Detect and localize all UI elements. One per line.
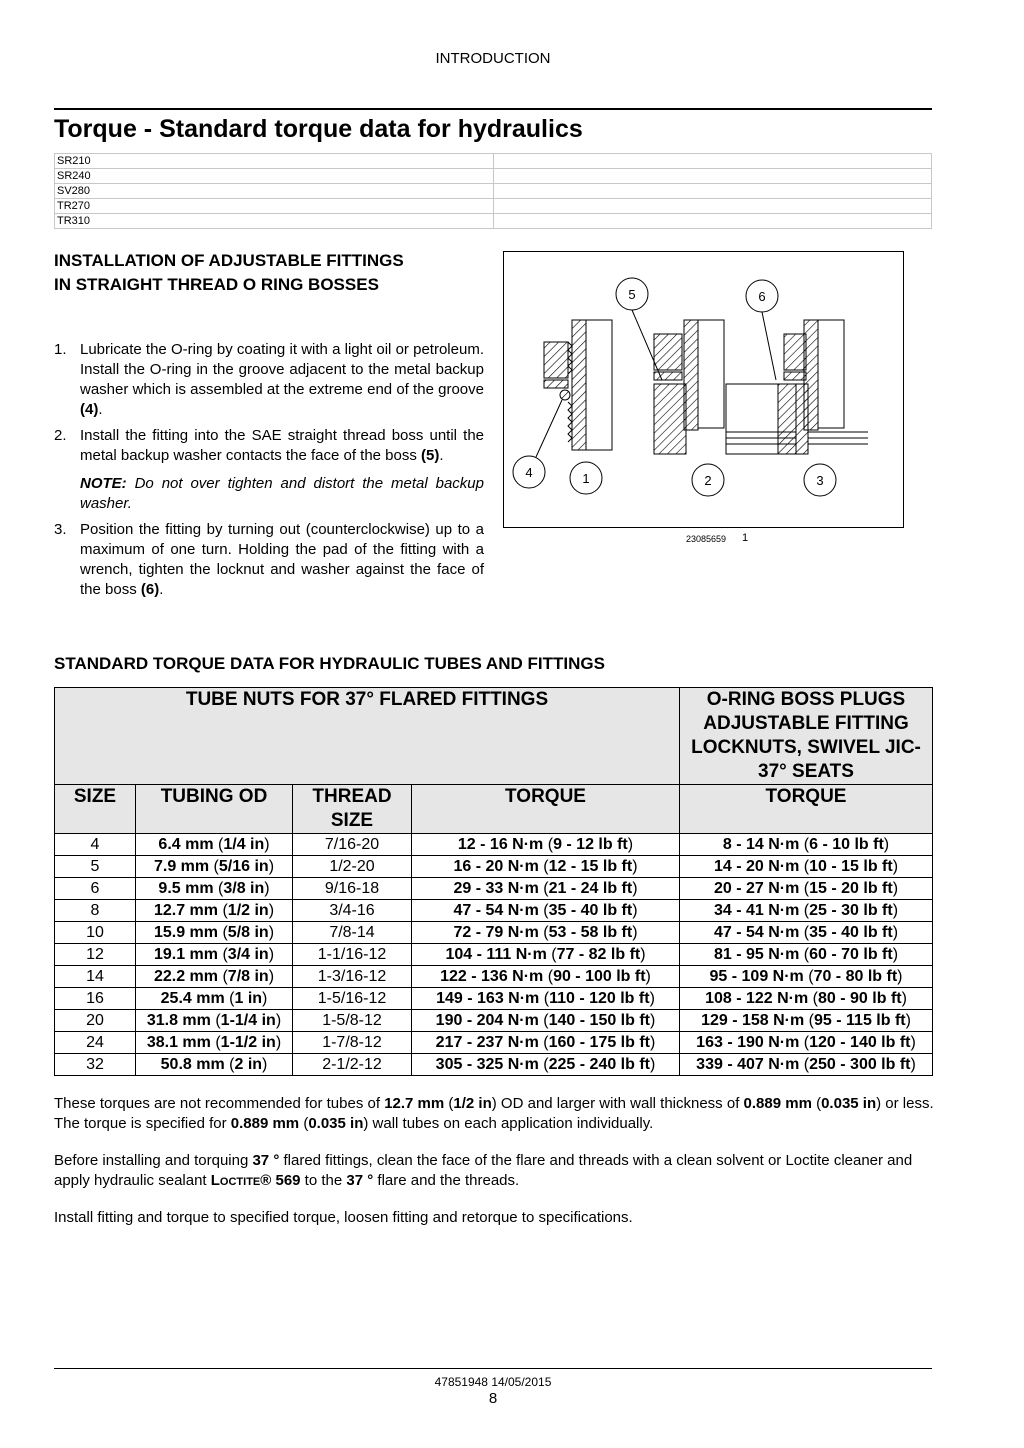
value: 0.889 mm [230,1115,300,1132]
torque-nm: 149 - 163 N·m [436,990,540,1007]
model-cell-empty [493,199,932,214]
callout-2 [692,464,724,496]
cell-tubing-od: 31.8 mm (1-1/4 in) [136,1010,293,1032]
cell-thread: 1-5/16-12 [293,988,412,1010]
value: 37 ° [252,1152,280,1169]
torque-table-body [55,834,933,1076]
col-header-size: SIZE [55,785,136,834]
callout-1 [570,462,602,494]
od-mm: 19.1 mm [153,946,219,963]
cell-torque-flared: 305 - 325 N·m (225 - 240 lb ft) [412,1054,680,1076]
cell-tubing-od: 12.7 mm (1/2 in) [136,900,293,922]
group-header-tube-nuts: TUBE NUTS FOR 37° FLARED FITTINGS [55,688,680,785]
punct: . [439,447,444,464]
step-number: 1. [54,341,67,358]
torque-lbft: 35 - 40 lb ft [548,902,633,919]
torque-lbft: 53 - 58 lb ft [548,924,633,941]
torque-nm: 305 - 325 N·m [435,1056,539,1073]
text: These torques are not recommended for tubes of [54,1095,385,1112]
value: 0.889 mm [743,1095,812,1112]
callout-4 [513,456,545,488]
torque-lbft: 15 - 20 lb ft [809,880,893,897]
torque-nm: 12 - 16 N·m [457,836,544,853]
installation-steps [54,340,484,606]
figure-number: 1 [742,532,749,544]
od-in: 1/2 in [227,902,269,919]
torque-lbft: 21 - 24 lb ft [548,880,633,897]
text: ) wall tubes on each application individually. [363,1115,654,1132]
fitting-2-drawing [654,320,796,454]
cell-torque-oring: 14 - 20 N·m (10 - 15 lb ft) [680,856,933,878]
model-row [55,184,932,199]
callout-label: 2 [704,473,712,488]
cell-torque-flared: 47 - 54 N·m (35 - 40 lb ft) [412,900,680,922]
col-header-thread-size: THREAD SIZE [293,785,412,834]
header-rule [54,108,932,110]
cell-size: 5 [55,856,136,878]
cell-size: 8 [55,900,136,922]
page-number: 8 [488,1390,498,1407]
cell-size: 6 [55,878,136,900]
callout-label: 6 [758,289,766,304]
table-row [55,966,933,988]
cell-thread: 1/2-20 [293,856,412,878]
text: ( [444,1095,454,1112]
product-name: Loctite® 569 [210,1172,301,1189]
column-header-row [55,785,933,834]
od-mm: 38.1 mm [146,1034,211,1051]
cell-torque-oring: 129 - 158 N·m (95 - 115 lb ft) [680,1010,933,1032]
torque-lbft: 25 - 30 lb ft [809,902,893,919]
torque-nm: 129 - 158 N·m [701,1012,805,1029]
step-text: Position the fitting by turning out (counterclockwise) up to a maximum of one turn. Holding the pad of the fitting with a wrench, tighten the locknut and washer against the face of the boss [80,521,484,598]
torque-lbft: 70 - 80 lb ft [813,968,898,985]
cell-tubing-od: 50.8 mm (2 in) [136,1054,293,1076]
torque-lbft: 95 - 115 lb ft [814,1012,906,1029]
step-1 [54,340,484,420]
cell-thread: 9/16-18 [293,878,412,900]
cell-thread: 1-3/16-12 [293,966,412,988]
col-header-tubing-od: TUBING OD [136,785,293,834]
figure-id: 23085659 [686,534,727,544]
torque-nm: 122 - 136 N·m [440,968,544,985]
torque-nm: 14 - 20 N·m [713,858,800,875]
torque-nm: 108 - 122 N·m [705,990,809,1007]
torque-table [54,687,933,1076]
value: 1/2 in [453,1095,492,1112]
step-text: Install the fitting into the SAE straight thread boss until the metal backup washer contacts the face of the boss [80,427,484,464]
paragraph-retorque: Install fitting and torque to specified torque, loosen fitting and retorque to specifications. [54,1209,633,1226]
text: to the [300,1172,347,1189]
table-row [55,878,933,900]
od-in: 2 in [234,1056,263,1073]
od-in: 7/8 in [227,968,269,985]
note [80,474,484,514]
torque-lbft: 12 - 15 lb ft [548,858,633,875]
torque-lbft: 6 - 10 lb ft [809,836,884,853]
od-in: 1-1/2 in [220,1034,276,1051]
torque-nm: 104 - 111 N·m [445,946,547,963]
torque-nm: 34 - 41 N·m [713,902,800,919]
callout-3 [804,464,836,496]
callout-label: 5 [628,287,636,302]
od-mm: 25.4 mm [160,990,225,1007]
od-in: 3/4 in [227,946,269,963]
cell-torque-flared: 29 - 33 N·m (21 - 24 lb ft) [412,878,680,900]
cell-thread: 3/4-16 [293,900,412,922]
fitting-3-drawing [778,320,868,454]
text: Before installing and torquing [54,1152,253,1169]
model-row [55,199,932,214]
torque-lbft: 120 - 140 lb ft [809,1034,911,1051]
cell-size: 4 [55,834,136,856]
step-ref: (4) [80,401,99,418]
model-cell-empty [493,169,932,184]
model-cell: TR270 [55,199,494,214]
table-row [55,1010,933,1032]
torque-lbft: 90 - 100 lb ft [553,968,646,985]
cell-tubing-od: 7.9 mm (5/16 in) [136,856,293,878]
torque-lbft: 9 - 12 lb ft [553,836,628,853]
cell-torque-flared: 149 - 163 N·m (110 - 120 lb ft) [412,988,680,1010]
torque-nm: 339 - 407 N·m [696,1056,800,1073]
table-row [55,834,933,856]
cell-torque-oring: 47 - 54 N·m (35 - 40 lb ft) [680,922,933,944]
torque-lbft: 10 - 15 lb ft [809,858,893,875]
model-cell-empty [493,214,932,229]
value: 37 ° [346,1172,374,1189]
od-mm: 15.9 mm [153,924,219,941]
text: ( [811,1095,822,1112]
cell-torque-flared: 16 - 20 N·m (12 - 15 lb ft) [412,856,680,878]
step-ref: (5) [421,447,440,464]
cell-size: 16 [55,988,136,1010]
torque-nm: 81 - 95 N·m [713,946,800,963]
footer-doc-id: 47851948 14/05/2015 [434,1375,552,1389]
torque-nm: 20 - 27 N·m [713,880,800,897]
table-row [55,856,933,878]
torque-nm: 95 - 109 N·m [709,968,804,985]
cell-size: 12 [55,944,136,966]
cell-torque-flared: 72 - 79 N·m (53 - 58 lb ft) [412,922,680,944]
model-cell-empty [493,184,932,199]
step-2 [54,426,484,514]
cell-torque-flared: 217 - 237 N·m (160 - 175 lb ft) [412,1032,680,1054]
table-row [55,900,933,922]
group-header-row [55,688,933,785]
note-label: NOTE: [80,475,127,492]
torque-lbft: 250 - 300 lb ft [809,1056,911,1073]
cell-tubing-od: 6.4 mm (1/4 in) [136,834,293,856]
step-ref: (6) [140,581,160,598]
torque-nm: 72 - 79 N·m [453,924,539,941]
callout-label: 4 [525,465,533,480]
installation-heading-line2: IN STRAIGHT THREAD O RING BOSSES [54,275,379,294]
cell-torque-flared: 122 - 136 N·m (90 - 100 lb ft) [412,966,680,988]
step-number: 2. [54,427,67,444]
punct: . [98,401,103,418]
step-number: 3. [54,521,67,538]
col-header-torque: TORQUE [412,785,680,834]
cell-thread: 7/16-20 [293,834,412,856]
fitting-1-drawing [544,320,612,450]
table-row [55,988,933,1010]
model-row [55,169,932,184]
torque-lbft: 160 - 175 lb ft [548,1034,650,1051]
cell-size: 20 [55,1010,136,1032]
note-text: Do not over tighten and distort the metal backup washer. [80,475,484,512]
cell-tubing-od: 15.9 mm (5/8 in) [136,922,293,944]
cell-tubing-od: 22.2 mm (7/8 in) [136,966,293,988]
table-row [55,1032,933,1054]
cell-thread: 1-5/8-12 [293,1010,412,1032]
punct: . [159,581,164,598]
cell-size: 10 [55,922,136,944]
cell-tubing-od: 38.1 mm (1-1/2 in) [136,1032,293,1054]
od-mm: 50.8 mm [160,1056,225,1073]
cell-torque-oring: 163 - 190 N·m (120 - 140 lb ft) [680,1032,933,1054]
cell-torque-flared: 12 - 16 N·m (9 - 12 lb ft) [412,834,680,856]
cell-thread: 7/8-14 [293,922,412,944]
torque-lbft: 60 - 70 lb ft [809,946,893,963]
od-in: 1-1/4 in [220,1012,276,1029]
cell-tubing-od: 25.4 mm (1 in) [136,988,293,1010]
cell-torque-oring: 81 - 95 N·m (60 - 70 lb ft) [680,944,933,966]
model-row [55,214,932,229]
table-row [55,944,933,966]
model-cell: SV280 [55,184,494,199]
torque-lbft: 225 - 240 lb ft [548,1056,650,1073]
torque-nm: 190 - 204 N·m [435,1012,539,1029]
paragraph-wall-thickness [54,1094,934,1134]
paragraph-sealant [54,1151,934,1191]
od-mm: 31.8 mm [146,1012,211,1029]
model-cell: SR240 [55,169,494,184]
footer-rule [54,1368,932,1369]
cell-torque-oring: 108 - 122 N·m (80 - 90 lb ft) [680,988,933,1010]
torque-nm: 217 - 237 N·m [435,1034,539,1051]
cell-thread: 1-1/16-12 [293,944,412,966]
od-mm: 12.7 mm [153,902,219,919]
cell-torque-oring: 339 - 407 N·m (250 - 300 lb ft) [680,1054,933,1076]
torque-nm: 47 - 54 N·m [453,902,539,919]
table-row [55,922,933,944]
cell-torque-oring: 8 - 14 N·m (6 - 10 lb ft) [680,834,933,856]
torque-nm: 47 - 54 N·m [713,924,800,941]
callout-label: 3 [816,473,824,488]
value: 0.035 in [308,1115,364,1132]
cell-torque-flared: 190 - 204 N·m (140 - 150 lb ft) [412,1010,680,1032]
torque-lbft: 77 - 82 lb ft [556,946,641,963]
torque-lbft: 140 - 150 lb ft [548,1012,650,1029]
page-header: INTRODUCTION [435,50,551,67]
model-cell: SR210 [55,154,494,169]
callout-label: 1 [582,471,590,486]
step-text: Lubricate the O-ring by coating it with a light oil or petroleum. Install the O-ring in the groove adjacent to the metal backup washer which is assembled at the extreme end of the groove [80,341,484,398]
step-3 [54,520,484,600]
text: ( [299,1115,309,1132]
od-mm: 7.9 mm [153,858,210,875]
od-in: 5/8 in [227,924,269,941]
od-in: 3/8 in [223,880,265,897]
cell-torque-oring: 95 - 109 N·m (70 - 80 lb ft) [680,966,933,988]
od-in: 1/4 in [223,836,265,853]
cell-thread: 2-1/2-12 [293,1054,412,1076]
fitting-diagram-svg [504,252,903,527]
torque-nm: 163 - 190 N·m [696,1034,800,1051]
torque-nm: 16 - 20 N·m [453,858,539,875]
torque-lbft: 35 - 40 lb ft [809,924,893,941]
callout-6 [746,280,778,312]
model-cell-empty [493,154,932,169]
cell-size: 24 [55,1032,136,1054]
torque-table-heading: STANDARD TORQUE DATA FOR HYDRAULIC TUBES AND FITTINGS [54,654,605,673]
cell-tubing-od: 9.5 mm (3/8 in) [136,878,293,900]
page-title: Torque - Standard torque data for hydraulics [54,115,583,143]
cell-tubing-od: 19.1 mm (3/4 in) [136,944,293,966]
cell-thread: 1-7/8-12 [293,1032,412,1054]
text: flared fittings, clean the face of the flare and threads with a clean solvent or Loctite cleaner and apply hydraulic sealant [54,1152,913,1189]
torque-nm: 8 - 14 N·m [722,836,800,853]
model-cell: TR310 [55,214,494,229]
cell-size: 32 [55,1054,136,1076]
od-mm: 6.4 mm [158,836,214,853]
od-mm: 22.2 mm [153,968,219,985]
torque-nm: 29 - 33 N·m [453,880,539,897]
text: flare and the threads. [373,1172,520,1189]
installation-heading [54,249,484,297]
torque-lbft: 110 - 120 lb ft [549,990,650,1007]
od-in: 5/16 in [218,858,269,875]
installation-heading-line1: INSTALLATION OF ADJUSTABLE FITTINGS [54,251,404,270]
col-header-torque-oring: TORQUE [680,785,933,834]
model-table [54,153,932,229]
cell-torque-flared: 104 - 111 N·m (77 - 82 lb ft) [412,944,680,966]
model-row [55,154,932,169]
value: 12.7 mm [384,1095,445,1112]
group-header-oring: O-RING BOSS PLUGS ADJUSTABLE FITTING LOCKNUTS, SWIVEL JIC- 37° SEATS [680,688,933,785]
od-mm: 9.5 mm [158,880,214,897]
text: ) OD and larger with wall thickness of [491,1095,744,1112]
text: ) or less. The torque is specified for [54,1095,934,1132]
torque-lbft: 80 - 90 lb ft [818,990,902,1007]
table-row [55,1054,933,1076]
callout-5 [616,278,648,310]
cell-torque-oring: 34 - 41 N·m (25 - 30 lb ft) [680,900,933,922]
cell-size: 14 [55,966,136,988]
cell-torque-oring: 20 - 27 N·m (15 - 20 lb ft) [680,878,933,900]
value: 0.035 in [821,1095,877,1112]
od-in: 1 in [234,990,263,1007]
fitting-diagram [503,251,904,528]
